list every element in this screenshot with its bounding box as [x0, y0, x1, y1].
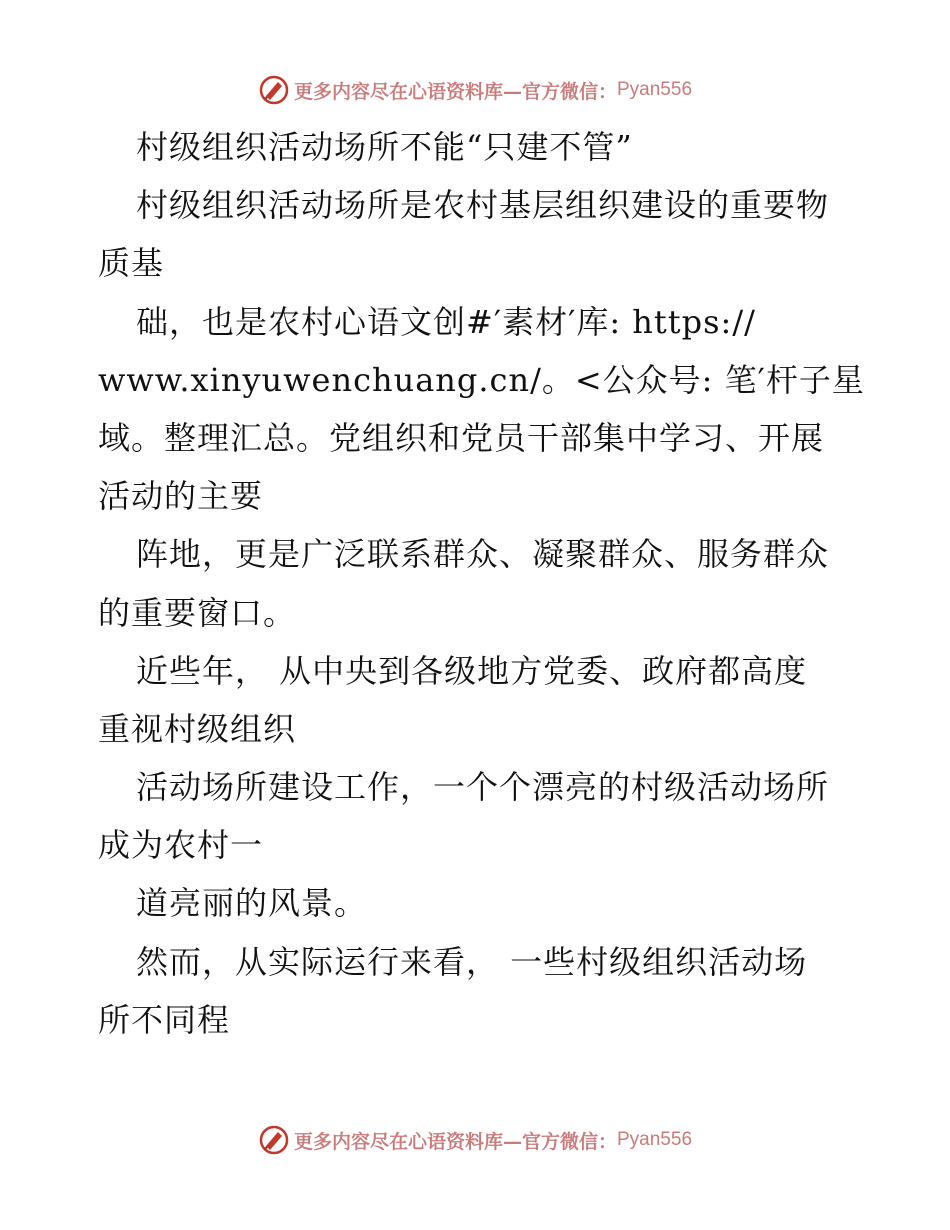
pen-circle-icon [258, 1124, 290, 1156]
document-body [98, 118, 865, 1049]
banner-text: 更多内容尽在心语资料库—官方微信： [293, 1130, 617, 1153]
pen-circle-icon [258, 74, 290, 106]
text-line: 村级组织活动场所是农村基层组织建设的重要物 [136, 186, 830, 225]
text-line: 成为农村一 [98, 826, 264, 865]
banner-handle: Pyan556 [617, 79, 693, 100]
text-line: 的重要窗口。 [98, 593, 297, 632]
text-line: 活动场所建设工作，一个个漂亮的村级活动场所 [136, 768, 830, 807]
text-line: 质基 [98, 244, 165, 283]
text-line: 活动的主要 [98, 477, 264, 516]
text-line: 重视村级组织 [98, 709, 297, 748]
banner-text: 更多内容尽在心语资料库—官方微信： [293, 80, 617, 103]
text-line: 道亮丽的风景。 [136, 884, 368, 923]
header-watermark-banner [0, 70, 950, 110]
text-line: 所不同程 [98, 1000, 231, 1039]
text-line: 村级组织活动场所不能“只建不管” [136, 128, 633, 166]
text-line: 阵地，更是广泛联系群众、凝聚群众、服务群众 [136, 535, 830, 574]
footer-watermark-banner [0, 1120, 950, 1160]
text-line: 然而，从实际运行来看， 一些村级组织活动场 [136, 942, 808, 981]
text-line: 近些年， 从中央到各级地方党委、政府都高度 [136, 651, 808, 690]
text-line: 础，也是农村心语文创#′素材′库: https:// [136, 302, 756, 341]
text-line: www.xinyuwenchuang.cn/。<公众号: 笔′杆子星 [98, 360, 865, 399]
banner-handle: Pyan556 [617, 1129, 693, 1150]
text-line: 域。整理汇总。党组织和党员干部集中学习、开展 [98, 418, 825, 457]
